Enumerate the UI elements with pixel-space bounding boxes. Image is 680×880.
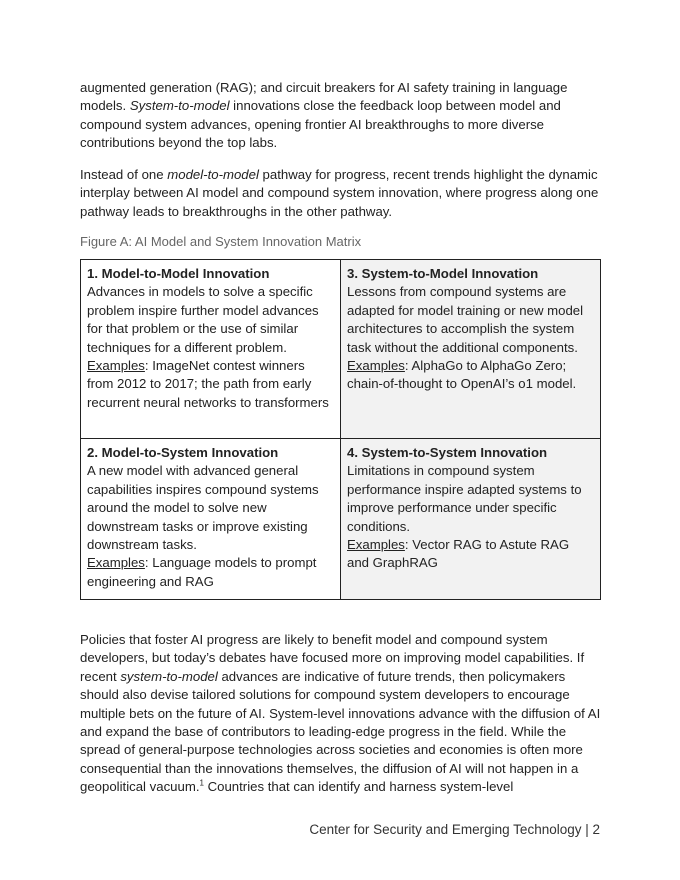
paragraph-pathway-interplay	[80, 166, 604, 221]
cell-title: 2. Model-to-System Innovation	[87, 445, 279, 460]
cell-examples: : ImageNet contest winners from 2012 to 2017; the path from early recurrent neural networks to transformers	[87, 358, 329, 410]
table-row	[81, 439, 601, 600]
paragraph-policy	[80, 631, 604, 797]
cell-examples: : AlphaGo to AlphaGo Zero; chain-of-thought to OpenAI’s o1 model.	[347, 358, 577, 392]
examples-label: Examples	[347, 537, 405, 553]
cell-body: Limitations in compound system performance inspire adapted systems to improve performance under specific conditions.	[347, 463, 582, 534]
cell-body: Advances in models to solve a specific problem inspire further model advances for that problem or the use of similar techniques for a different problem.	[87, 284, 319, 355]
cell-title: 4. System-to-System Innovation	[347, 445, 548, 460]
cell-examples: : Language models to prompt engineering and RAG	[87, 555, 317, 589]
text-run: advances are indicative of future trends, then policymakers should also devise tailored solutions for compound system developers to encourage multiple bets on the future of AI. System-level innovations advance with the diffusion of AI and expand the base of contributors to leading-edge progress in the field. While the spread of general-purpose technologies across societies and economies is often more consequential than the innovations themselves, the diffusion of AI will not happen in a geopolitical vacuum.	[80, 668, 601, 795]
cell-examples: : Vector RAG to Astute RAG and GraphRAG	[347, 537, 570, 571]
matrix-cell-model-to-model	[81, 260, 341, 439]
text-run: Countries that can identify and harness system-level	[203, 779, 514, 795]
footnote-marker[interactable]: 1	[199, 778, 204, 788]
emphasis-text: model-to-model	[167, 167, 259, 182]
matrix-cell-model-to-system	[81, 439, 341, 600]
page-footer: Center for Security and Emerging Technology | 2	[309, 822, 600, 837]
examples-label: Examples	[87, 358, 145, 374]
text-run: Instead of one	[80, 167, 168, 182]
matrix-cell-system-to-system	[341, 439, 601, 600]
matrix-cell-system-to-model	[341, 260, 601, 439]
figure-caption: Figure A: AI Model and System Innovation Matrix	[80, 234, 362, 249]
paragraph-rag-circuit-breakers	[80, 79, 604, 153]
cell-body: A new model with advanced general capabilities inspires compound systems around the model to solve new downstream tasks or improve existing downstream tasks.	[87, 463, 319, 553]
cell-title: 3. System-to-Model Innovation	[347, 266, 539, 281]
innovation-matrix-table	[80, 259, 601, 600]
text-run: Policies that foster AI progress are likely to benefit model and compound system developers, but today’s debates have focused more on improving model capabilities. If recent	[80, 632, 585, 684]
emphasis-text: system-to-model	[120, 668, 218, 684]
examples-label: Examples	[347, 358, 405, 374]
text-run: innovations close the feedback loop between model and compound system advances, opening frontier AI breakthroughs to more diverse contributions beyond the top labs.	[80, 98, 561, 151]
examples-label: Examples	[87, 555, 145, 571]
cell-body: Lessons from compound systems are adapted for model training or new model architectures to accomplish the system task without the additional components.	[347, 284, 584, 355]
text-run: augmented generation (RAG); and circuit breakers for AI safety training in language models.	[80, 80, 568, 114]
table-row	[81, 260, 601, 439]
text-run: pathway for progress, recent trends highlight the dynamic interplay between AI model and compound system innovation, where progress along one pathway leads to breakthroughs in the other pathway.	[80, 167, 599, 219]
cell-title: 1. Model-to-Model Innovation	[87, 266, 270, 281]
emphasis-text: System-to-model	[129, 98, 230, 114]
